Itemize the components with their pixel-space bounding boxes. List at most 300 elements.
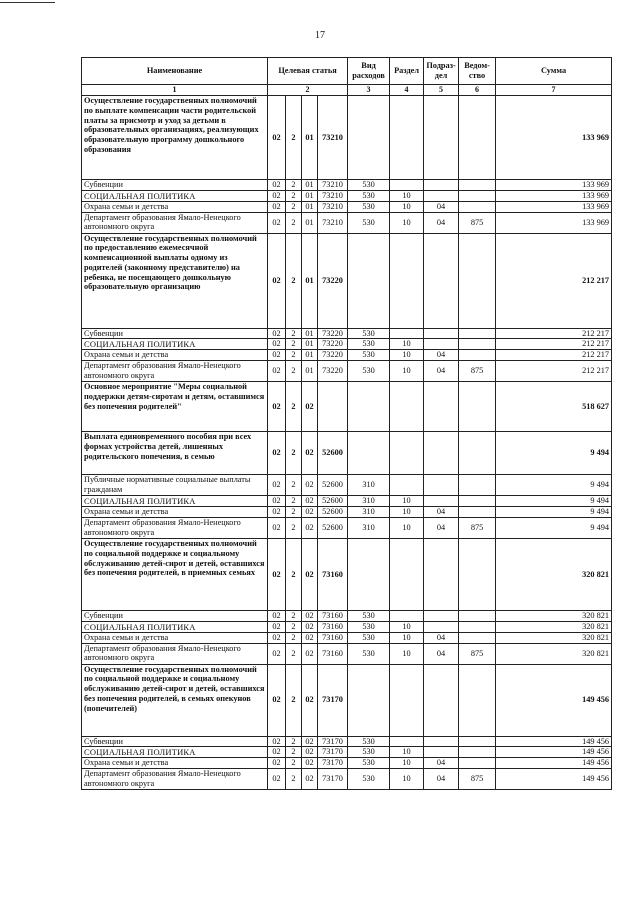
target-event-cell: 01 (302, 361, 318, 382)
expense-type-cell: 310 (348, 496, 390, 507)
target-program-cell: 02 (268, 538, 286, 610)
expense-type-cell: 530 (348, 180, 390, 191)
department-code-cell (459, 201, 496, 212)
amount-cell: 133 969 (496, 212, 612, 233)
row-name-cell: Осуществление государственных полномочий по выплате компенсации части родительской платы за присмотр и уход за детьми в образовательных организациях, реализующих образовательную программу дошкольного образования (82, 96, 268, 180)
target-event-cell: 01 (302, 350, 318, 361)
table-row (82, 180, 612, 191)
expense-type-cell (348, 96, 390, 180)
target-event-cell: 02 (302, 664, 318, 736)
target-program-cell: 02 (268, 382, 286, 432)
section-cell: 10 (390, 758, 424, 769)
row-name-cell: Выплата единовременного пособия при всех формах устройства детей, лишенных родительского попечения, в семью (82, 432, 268, 475)
section-cell (390, 432, 424, 475)
department-code-cell (459, 736, 496, 747)
section-cell: 10 (390, 507, 424, 518)
amount-cell: 320 821 (496, 621, 612, 632)
target-program-cell: 02 (268, 736, 286, 747)
target-program-cell: 02 (268, 190, 286, 201)
target-direction-cell: 73170 (318, 664, 348, 736)
subsection-cell (424, 736, 459, 747)
target-subprogram-cell: 2 (286, 328, 302, 339)
target-direction-cell: 73170 (318, 769, 348, 790)
subsection-cell (424, 96, 459, 180)
target-event-cell: 02 (302, 507, 318, 518)
amount-cell: 133 969 (496, 96, 612, 180)
target-event-cell: 01 (302, 96, 318, 180)
table-row (82, 432, 612, 475)
subsection-cell (424, 496, 459, 507)
target-direction-cell: 73160 (318, 643, 348, 664)
table-row (82, 361, 612, 382)
department-code-cell (459, 233, 496, 328)
target-direction-cell: 73170 (318, 758, 348, 769)
target-direction-cell: 52600 (318, 432, 348, 475)
row-name-cell: Охрана семьи и детства (82, 632, 268, 643)
column-number: 7 (496, 85, 612, 96)
target-direction-cell: 73210 (318, 201, 348, 212)
department-code-cell (459, 96, 496, 180)
amount-cell: 212 217 (496, 361, 612, 382)
section-cell: 10 (390, 632, 424, 643)
subsection-cell: 04 (424, 643, 459, 664)
amount-cell: 320 821 (496, 643, 612, 664)
target-direction-cell (318, 382, 348, 432)
target-program-cell: 02 (268, 96, 286, 180)
target-direction-cell: 73160 (318, 632, 348, 643)
subsection-cell (424, 621, 459, 632)
target-subprogram-cell: 2 (286, 361, 302, 382)
table-row (82, 96, 612, 180)
department-code-cell: 875 (459, 517, 496, 538)
target-subprogram-cell: 2 (286, 190, 302, 201)
target-event-cell: 01 (302, 180, 318, 191)
column-number: 1 (82, 85, 268, 96)
section-cell (390, 96, 424, 180)
target-subprogram-cell: 2 (286, 382, 302, 432)
target-direction-cell: 73220 (318, 350, 348, 361)
target-event-cell: 02 (302, 517, 318, 538)
target-subprogram-cell: 2 (286, 758, 302, 769)
amount-cell: 133 969 (496, 190, 612, 201)
table-row (82, 610, 612, 621)
row-name-cell: Осуществление государственных полномочий по социальной поддержке и социальному обслуживанию детей-сирот и детей, оставшихся без попечения родителей, в приемных семьях (82, 538, 268, 610)
subsection-cell: 04 (424, 212, 459, 233)
amount-cell: 212 217 (496, 339, 612, 350)
target-event-cell: 02 (302, 538, 318, 610)
target-program-cell: 02 (268, 212, 286, 233)
department-code-cell (459, 621, 496, 632)
expense-type-cell: 530 (348, 747, 390, 758)
row-name-cell: Охрана семьи и детства (82, 201, 268, 212)
target-event-cell: 02 (302, 747, 318, 758)
department-code-cell (459, 190, 496, 201)
target-program-cell: 02 (268, 632, 286, 643)
amount-cell: 149 456 (496, 736, 612, 747)
amount-cell: 133 969 (496, 201, 612, 212)
target-subprogram-cell: 2 (286, 212, 302, 233)
subsection-cell (424, 610, 459, 621)
row-name-cell: Субвенции (82, 736, 268, 747)
target-direction-cell: 52600 (318, 496, 348, 507)
amount-cell: 212 217 (496, 233, 612, 328)
table-row (82, 350, 612, 361)
table-row (82, 538, 612, 610)
header-name: Наименование (82, 58, 268, 85)
target-subprogram-cell: 2 (286, 517, 302, 538)
expense-type-cell: 530 (348, 643, 390, 664)
target-subprogram-cell: 2 (286, 507, 302, 518)
amount-cell: 9 494 (496, 475, 612, 496)
row-name-cell: Департамент образования Ямало-Ненецкого автономного округа (82, 769, 268, 790)
subsection-cell (424, 233, 459, 328)
target-subprogram-cell: 2 (286, 432, 302, 475)
expense-type-cell: 530 (348, 190, 390, 201)
budget-table (81, 57, 612, 790)
target-subprogram-cell: 2 (286, 350, 302, 361)
subsection-cell: 04 (424, 350, 459, 361)
target-program-cell: 02 (268, 643, 286, 664)
expense-type-cell: 530 (348, 758, 390, 769)
target-event-cell: 02 (302, 496, 318, 507)
header-section: Раздел (390, 58, 424, 85)
target-event-cell: 02 (302, 758, 318, 769)
row-name-cell: Субвенции (82, 180, 268, 191)
department-code-cell (459, 610, 496, 621)
target-program-cell: 02 (268, 339, 286, 350)
target-event-cell: 01 (302, 212, 318, 233)
target-subprogram-cell: 2 (286, 621, 302, 632)
subsection-cell: 04 (424, 758, 459, 769)
row-name-cell: СОЦИАЛЬНАЯ ПОЛИТИКА (82, 747, 268, 758)
target-event-cell: 02 (302, 643, 318, 664)
section-cell (390, 475, 424, 496)
department-code-cell (459, 339, 496, 350)
section-cell: 10 (390, 643, 424, 664)
header-department: Ведом-ство (459, 58, 496, 85)
target-subprogram-cell: 2 (286, 233, 302, 328)
row-name-cell: Департамент образования Ямало-Ненецкого автономного округа (82, 517, 268, 538)
subsection-cell (424, 538, 459, 610)
department-code-cell (459, 632, 496, 643)
target-program-cell: 02 (268, 517, 286, 538)
target-program-cell: 02 (268, 328, 286, 339)
subsection-cell: 04 (424, 361, 459, 382)
table-row (82, 496, 612, 507)
subsection-cell (424, 432, 459, 475)
target-subprogram-cell: 2 (286, 643, 302, 664)
department-code-cell (459, 328, 496, 339)
target-direction-cell: 73210 (318, 212, 348, 233)
header-subsection: Подраз-дел (424, 58, 459, 85)
expense-type-cell (348, 233, 390, 328)
target-program-cell: 02 (268, 621, 286, 632)
amount-cell: 149 456 (496, 664, 612, 736)
table-row (82, 758, 612, 769)
expense-type-cell: 530 (348, 632, 390, 643)
target-event-cell: 02 (302, 382, 318, 432)
section-cell: 10 (390, 201, 424, 212)
table-row (82, 747, 612, 758)
target-program-cell: 02 (268, 180, 286, 191)
target-program-cell: 02 (268, 201, 286, 212)
expense-type-cell: 530 (348, 736, 390, 747)
column-number: 6 (459, 85, 496, 96)
target-direction-cell: 73220 (318, 233, 348, 328)
section-cell: 10 (390, 517, 424, 538)
section-cell (390, 233, 424, 328)
column-number: 2 (268, 85, 348, 96)
target-direction-cell: 73160 (318, 610, 348, 621)
target-program-cell: 02 (268, 233, 286, 328)
subsection-cell (424, 180, 459, 191)
row-name-cell: Основное мероприятие "Меры социальной поддержки детям-сиротам и детям, оставшимся без попечения родителей" (82, 382, 268, 432)
amount-cell: 320 821 (496, 538, 612, 610)
row-name-cell: Субвенции (82, 610, 268, 621)
target-direction-cell: 73170 (318, 747, 348, 758)
row-name-cell: Осуществление государственных полномочий по социальной поддержке и социальному обслуживанию детей-сирот и детей, оставшихся без попечения родителей, в семьях опекунов (попечителей) (82, 664, 268, 736)
section-cell: 10 (390, 361, 424, 382)
target-event-cell: 02 (302, 610, 318, 621)
department-code-cell (459, 496, 496, 507)
header-expense-type: Вид расходов (348, 58, 390, 85)
department-code-cell: 875 (459, 361, 496, 382)
department-code-cell (459, 538, 496, 610)
section-cell: 10 (390, 769, 424, 790)
table-row (82, 382, 612, 432)
subsection-cell: 04 (424, 517, 459, 538)
column-number: 3 (348, 85, 390, 96)
target-subprogram-cell: 2 (286, 475, 302, 496)
subsection-cell: 04 (424, 769, 459, 790)
subsection-cell: 04 (424, 507, 459, 518)
amount-cell: 9 494 (496, 507, 612, 518)
target-direction-cell: 73220 (318, 361, 348, 382)
amount-cell: 320 821 (496, 632, 612, 643)
target-event-cell: 02 (302, 621, 318, 632)
target-program-cell: 02 (268, 747, 286, 758)
department-code-cell (459, 664, 496, 736)
target-event-cell: 02 (302, 736, 318, 747)
department-code-cell (459, 758, 496, 769)
amount-cell: 9 494 (496, 517, 612, 538)
section-cell: 10 (390, 350, 424, 361)
target-event-cell: 01 (302, 201, 318, 212)
target-subprogram-cell: 2 (286, 736, 302, 747)
subsection-cell (424, 475, 459, 496)
subsection-cell (424, 747, 459, 758)
section-cell (390, 664, 424, 736)
department-code-cell (459, 475, 496, 496)
row-name-cell: Осуществление государственных полномочий по предоставлению ежемесячной компенсационной выплаты одному из родителей (законному представителю) на ребенка, не посещающего дошкольную образовательную организацию (82, 233, 268, 328)
section-cell: 10 (390, 339, 424, 350)
target-program-cell: 02 (268, 361, 286, 382)
target-direction-cell: 52600 (318, 475, 348, 496)
section-cell (390, 180, 424, 191)
target-subprogram-cell: 2 (286, 747, 302, 758)
target-event-cell: 02 (302, 769, 318, 790)
section-cell (390, 736, 424, 747)
table-row (82, 328, 612, 339)
header-sum: Сумма (496, 58, 612, 85)
department-code-cell (459, 747, 496, 758)
section-cell: 10 (390, 747, 424, 758)
table-row (82, 769, 612, 790)
target-event-cell: 01 (302, 190, 318, 201)
column-number-row (82, 85, 612, 96)
row-name-cell: Департамент образования Ямало-Ненецкого автономного округа (82, 643, 268, 664)
target-direction-cell: 73210 (318, 190, 348, 201)
section-cell: 10 (390, 621, 424, 632)
top-left-rule (0, 2, 55, 3)
amount-cell: 212 217 (496, 350, 612, 361)
amount-cell: 149 456 (496, 747, 612, 758)
amount-cell: 133 969 (496, 180, 612, 191)
amount-cell: 9 494 (496, 496, 612, 507)
target-direction-cell: 73210 (318, 180, 348, 191)
target-subprogram-cell: 2 (286, 664, 302, 736)
amount-cell: 9 494 (496, 432, 612, 475)
target-event-cell: 01 (302, 339, 318, 350)
table-row (82, 475, 612, 496)
target-event-cell: 02 (302, 475, 318, 496)
target-subprogram-cell: 2 (286, 632, 302, 643)
expense-type-cell (348, 664, 390, 736)
target-subprogram-cell: 2 (286, 610, 302, 621)
row-name-cell: Департамент образования Ямало-Ненецкого автономного округа (82, 212, 268, 233)
row-name-cell: Охрана семьи и детства (82, 758, 268, 769)
department-code-cell: 875 (459, 643, 496, 664)
subsection-cell: 04 (424, 201, 459, 212)
expense-type-cell (348, 382, 390, 432)
section-cell (390, 610, 424, 621)
department-code-cell (459, 507, 496, 518)
target-direction-cell: 52600 (318, 517, 348, 538)
row-name-cell: Субвенции (82, 328, 268, 339)
target-subprogram-cell: 2 (286, 496, 302, 507)
row-name-cell: Публичные нормативные социальные выплаты гражданам (82, 475, 268, 496)
section-cell: 10 (390, 212, 424, 233)
table-row (82, 233, 612, 328)
amount-cell: 320 821 (496, 610, 612, 621)
table-row (82, 339, 612, 350)
row-name-cell: СОЦИАЛЬНАЯ ПОЛИТИКА (82, 496, 268, 507)
target-program-cell: 02 (268, 507, 286, 518)
department-code-cell (459, 180, 496, 191)
expense-type-cell (348, 538, 390, 610)
target-program-cell: 02 (268, 496, 286, 507)
target-program-cell: 02 (268, 475, 286, 496)
target-event-cell: 01 (302, 233, 318, 328)
table-row (82, 201, 612, 212)
target-event-cell: 01 (302, 328, 318, 339)
header-target-article: Целевая статья (268, 58, 348, 85)
expense-type-cell (348, 432, 390, 475)
target-program-cell: 02 (268, 610, 286, 621)
expense-type-cell: 530 (348, 350, 390, 361)
target-direction-cell: 73220 (318, 339, 348, 350)
amount-cell: 149 456 (496, 758, 612, 769)
column-number: 4 (390, 85, 424, 96)
row-name-cell: СОЦИАЛЬНАЯ ПОЛИТИКА (82, 190, 268, 201)
row-name-cell: Охрана семьи и детства (82, 350, 268, 361)
section-cell: 10 (390, 190, 424, 201)
row-name-cell: СОЦИАЛЬНАЯ ПОЛИТИКА (82, 339, 268, 350)
target-direction-cell: 73220 (318, 328, 348, 339)
expense-type-cell: 530 (348, 339, 390, 350)
table-row (82, 212, 612, 233)
target-direction-cell: 73160 (318, 538, 348, 610)
expense-type-cell: 530 (348, 361, 390, 382)
expense-type-cell: 310 (348, 517, 390, 538)
department-code-cell (459, 382, 496, 432)
table-row (82, 517, 612, 538)
section-cell (390, 328, 424, 339)
target-subprogram-cell: 2 (286, 180, 302, 191)
table-row (82, 621, 612, 632)
table-row (82, 643, 612, 664)
table-header-row (82, 58, 612, 85)
target-program-cell: 02 (268, 350, 286, 361)
subsection-cell (424, 382, 459, 432)
target-program-cell: 02 (268, 758, 286, 769)
table-row (82, 507, 612, 518)
section-cell: 10 (390, 496, 424, 507)
department-code-cell: 875 (459, 212, 496, 233)
expense-type-cell: 530 (348, 769, 390, 790)
expense-type-cell: 530 (348, 201, 390, 212)
amount-cell: 212 217 (496, 328, 612, 339)
table-row (82, 190, 612, 201)
page-number: 17 (315, 30, 325, 41)
target-event-cell: 02 (302, 432, 318, 475)
target-subprogram-cell: 2 (286, 339, 302, 350)
target-program-cell: 02 (268, 432, 286, 475)
target-direction-cell: 52600 (318, 507, 348, 518)
expense-type-cell: 530 (348, 328, 390, 339)
target-program-cell: 02 (268, 664, 286, 736)
target-subprogram-cell: 2 (286, 538, 302, 610)
target-event-cell: 02 (302, 632, 318, 643)
target-subprogram-cell: 2 (286, 769, 302, 790)
row-name-cell: Охрана семьи и детства (82, 507, 268, 518)
table-row (82, 632, 612, 643)
row-name-cell: СОЦИАЛЬНАЯ ПОЛИТИКА (82, 621, 268, 632)
target-direction-cell: 73210 (318, 96, 348, 180)
department-code-cell (459, 350, 496, 361)
amount-cell: 149 456 (496, 769, 612, 790)
expense-type-cell: 530 (348, 610, 390, 621)
table-row (82, 736, 612, 747)
table-body (82, 96, 612, 790)
target-direction-cell: 73160 (318, 621, 348, 632)
department-code-cell: 875 (459, 769, 496, 790)
amount-cell: 518 627 (496, 382, 612, 432)
subsection-cell: 04 (424, 632, 459, 643)
row-name-cell: Департамент образования Ямало-Ненецкого автономного округа (82, 361, 268, 382)
subsection-cell (424, 339, 459, 350)
target-direction-cell: 73170 (318, 736, 348, 747)
expense-type-cell: 530 (348, 212, 390, 233)
target-program-cell: 02 (268, 769, 286, 790)
table-row (82, 664, 612, 736)
expense-type-cell: 530 (348, 621, 390, 632)
target-subprogram-cell: 2 (286, 96, 302, 180)
section-cell (390, 382, 424, 432)
column-number: 5 (424, 85, 459, 96)
section-cell (390, 538, 424, 610)
expense-type-cell: 310 (348, 507, 390, 518)
